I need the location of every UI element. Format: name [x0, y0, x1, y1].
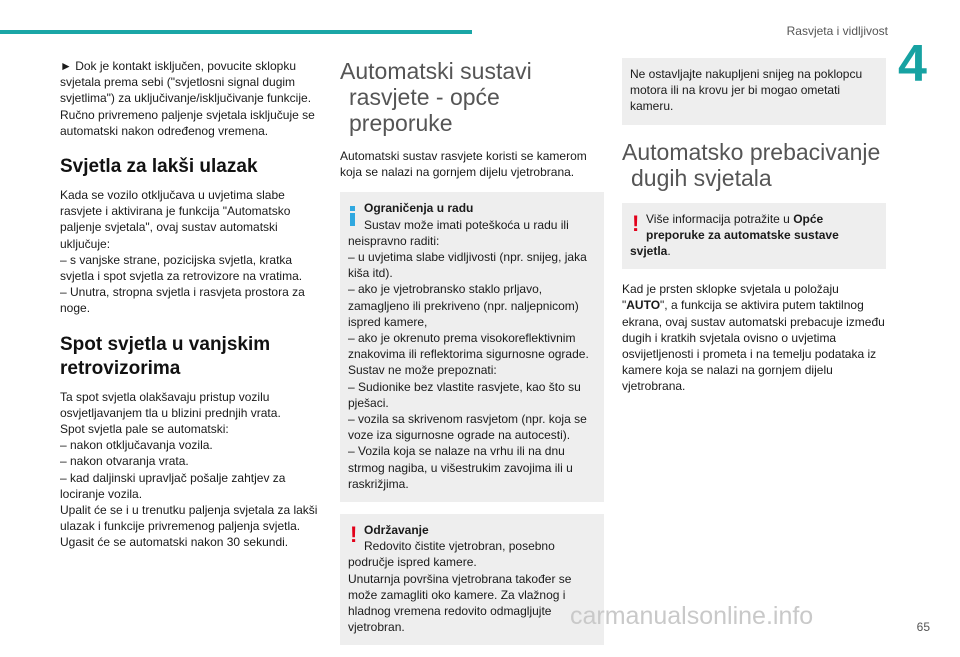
heading-line-2: dugih svjetala — [631, 164, 772, 191]
reference-text: Više informacija potražite u Opće preporuke za automatske sustave — [646, 211, 839, 242]
warning-box-maintenance — [340, 514, 604, 645]
paragraph-entry-lights: Kada se vozilo otključava u uvjetima slabe rasvjete i aktivirana je funkcija "Automatsko paljenje svjetala", ovaj sustav automatski uključuje: – s vanjske strane, pozicijska svjetla, kratka svjetla i spot svjetla za retrovizore na vratima. – Unutra, stropna svjetla i rasvjeta prostora za noge. — [60, 188, 305, 316]
page-number: 65 — [916, 620, 930, 634]
paragraph-camera-intro: Automatski sustav rasvjete koristi se kamerom koja se nalazi na gornjem dijelu vjetrobrana. — [340, 149, 587, 180]
heading-automatic-lighting — [340, 58, 604, 136]
header-accent-bar — [0, 30, 472, 34]
column-2 — [340, 58, 604, 657]
warning-icon: ! — [350, 522, 358, 548]
info-box-first-line: Sustav može imati poteškoća u radu ili — [364, 217, 569, 232]
heading-entry-lights: Svjetla za lakši ulazak — [60, 156, 258, 178]
warning-box-title: Održavanje — [364, 523, 429, 538]
heading-line-1: Automatsko prebacivanje — [622, 138, 881, 165]
heading-line-2: rasvjete - opće preporuke — [349, 84, 500, 136]
warning-box-body: područje ispred kamere. Unutarnja površina vjetrobrana također se može zamagliti oko kamere. Za vlažnog i hladnog vremena redovito odmagljujte vjetrobran. — [348, 555, 572, 635]
warning-box-reference: ! Više informacija potražite u Opće preporuke za automatske sustave svjetla. — [622, 203, 886, 270]
note-box-text: Ne ostavljajte nakupljeni snijeg na poklopcu motora ili na krovu jer bi mogao ometati kameru. — [630, 67, 863, 114]
chapter-number: 4 — [898, 35, 927, 93]
warning-icon: ! — [632, 210, 640, 236]
info-box-limitations — [340, 192, 604, 502]
paragraph-intro: ► Dok je kontakt isključen, povucite sklopku svjetala prema sebi ("svjetlosni signal dugim svjetlima") za uključivanje/isključivanje funkcije. Ručno privremeno paljenje svjetala isključuje se automatski nakon određenog vremena. — [60, 59, 315, 138]
heading-line-1: Automatski sustavi — [340, 58, 532, 84]
warning-box-first-line: Redovito čistite vjetrobran, posebno — [364, 539, 555, 554]
column-3 — [622, 58, 886, 395]
note-box-snow — [622, 58, 886, 125]
info-box-title: Ograničenja u radu — [364, 201, 474, 216]
column-1 — [60, 58, 322, 551]
heading-auto-high-beam — [622, 139, 886, 191]
heading-mirror-spotlights: Spot svjetla u vanjskim retrovizorima — [60, 333, 271, 379]
info-icon — [350, 206, 356, 226]
running-head: Rasvjeta i vidljivost — [786, 24, 888, 38]
paragraph-auto-high-beam: Kad je prsten sklopke svjetala u položaju "AUTO", a funkcija se aktivira putem taktilnog ekrana, ovaj sustav automatski prebacuje između dugih i kratkih svjetala ovisno o uvjetima osvijetljenosti i prometa i na temelju podataka iz kamere koja se nalazi na gornjem dijelu vjetrobrana. — [622, 282, 885, 394]
info-box-body: neispravno raditi: – u uvjetima slabe vidljivosti (npr. snijeg, jaka kiša itd). – ako je vjetrobransko staklo prljavo, zamagljeno ili prekriveno (npr. naljepnicom) ispred kamere, – ako je okrenuto prema visokoreflektivnim znakovima ili reflektorima sigurnosne ograde. Sustav ne može prepoznati: – Sudionike bez vlastite rasvjete, kao što su pješaci. – vozila sa skrivenom rasvjetom (npr. koja se voze iza sigurnosne ograde na autocesti). – Vozila koja se nalaze na vrhu ili na dnu strmog nagiba, u višestrukim zavojima ili u raskrižjima. — [348, 233, 589, 491]
watermark: carmanualsonline.info — [570, 602, 814, 630]
paragraph-mirror-spotlights: Ta spot svjetla olakšavaju pristup vozilu osvjetljavanjem tla u blizini prednjih vrata. Spot svjetla pale se automatski: – nakon otključavanja vozila. – nakon otvaranja vrata. – kad daljinski upravljač pošalje zahtjev za lociranje vozila. Upalit će se i u trenutku paljenja svjetala za lakši ulazak i funkcije privremenog paljenja svjetla. Ugasit će se automatski nakon 30 sekundi. — [60, 389, 318, 550]
